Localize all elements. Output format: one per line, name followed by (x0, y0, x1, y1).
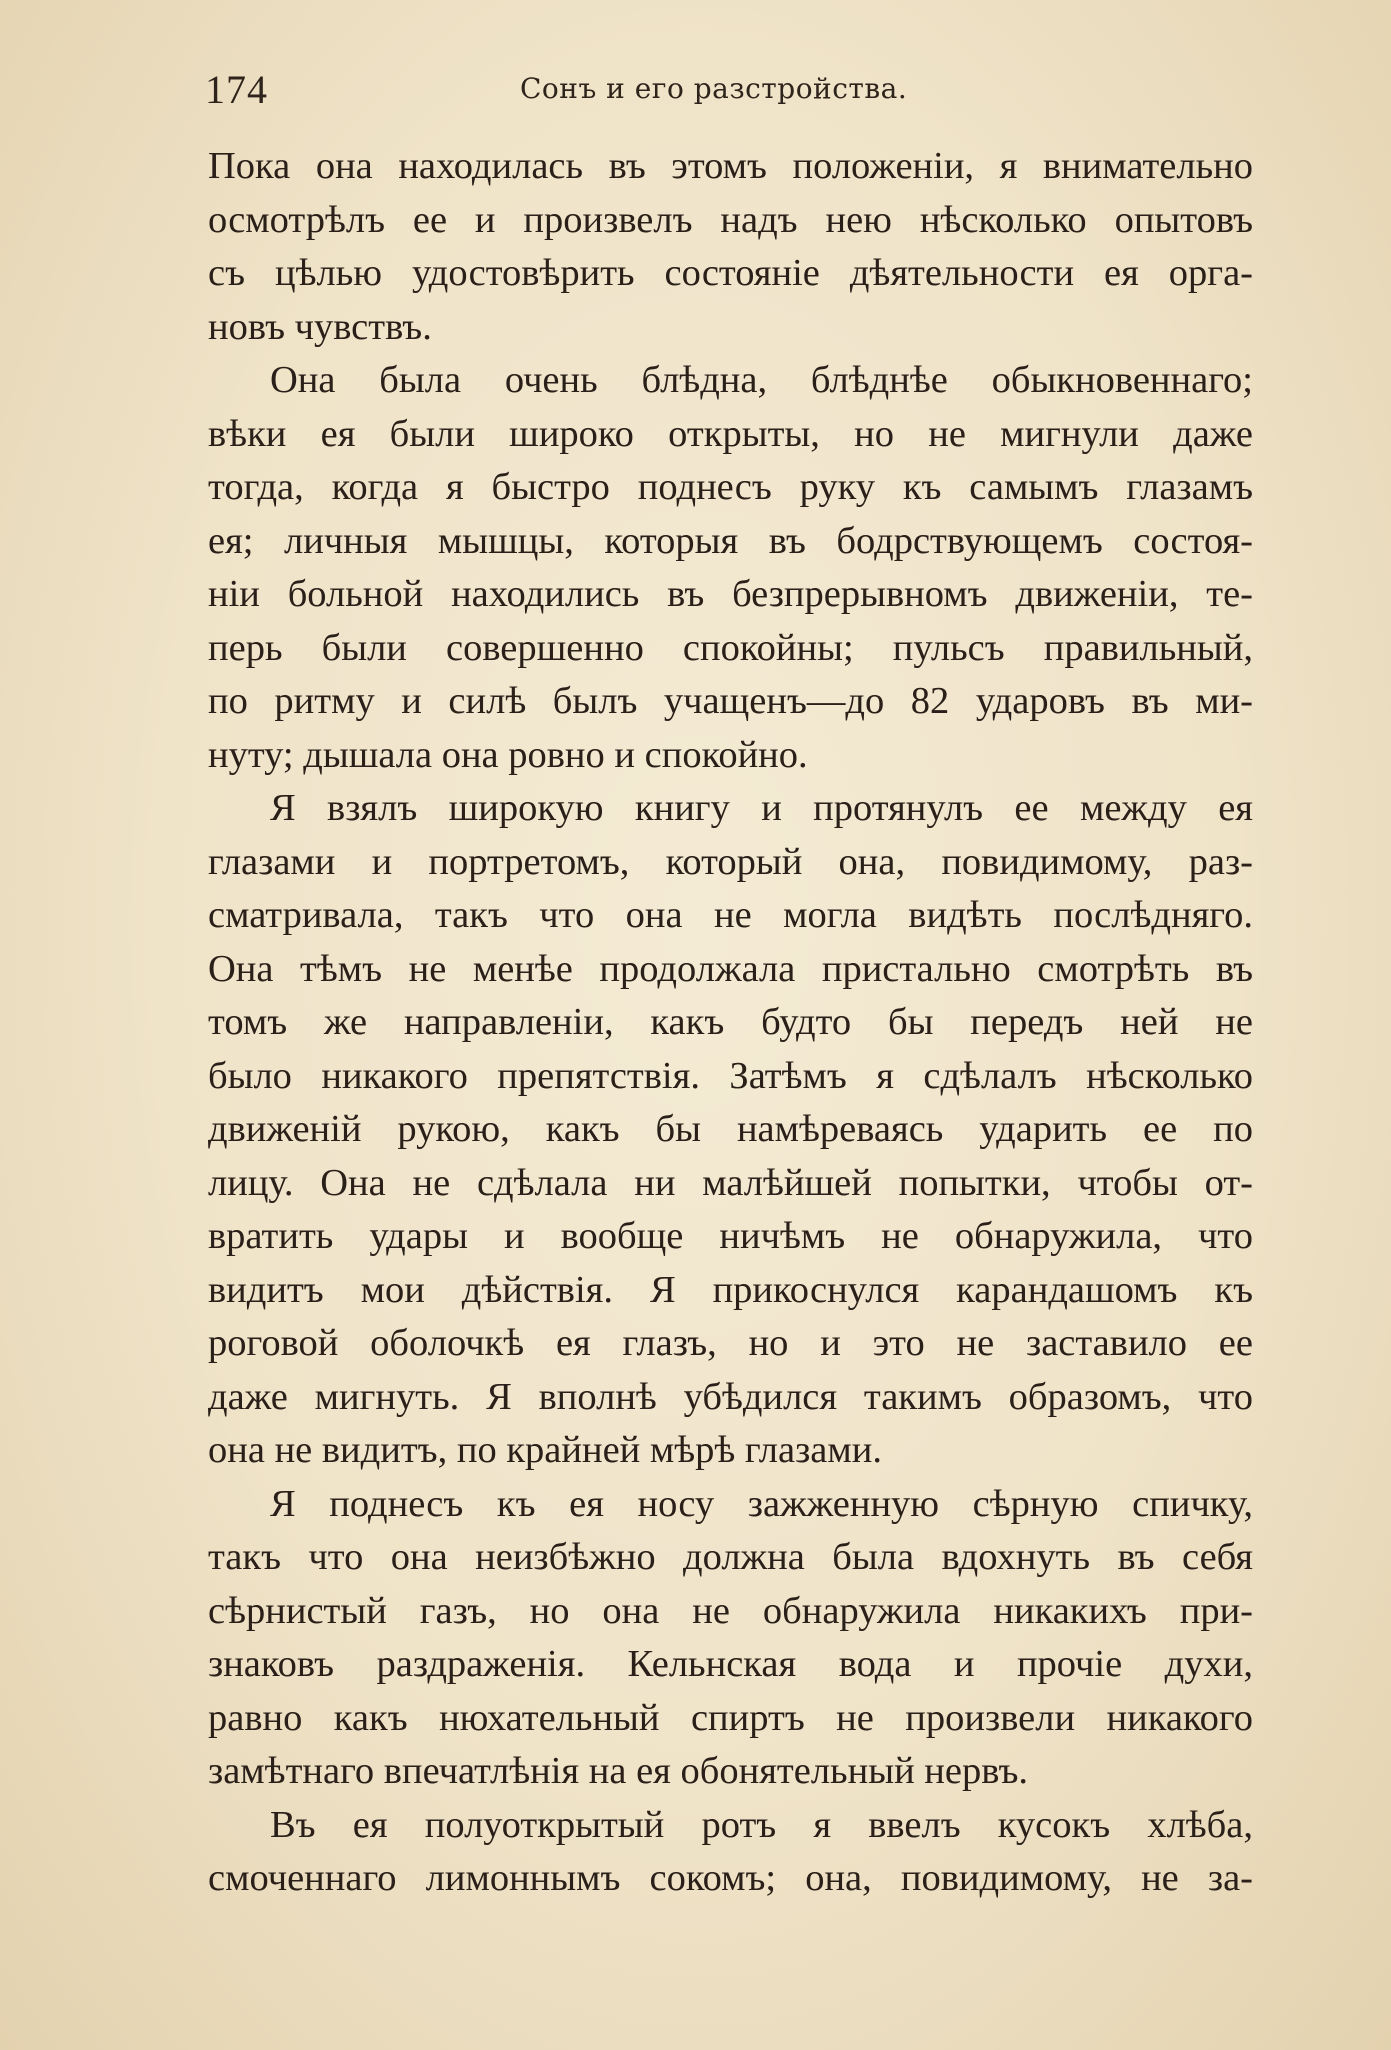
text-line: Я взялъ широкую книгу и протянулъ ее между ея (270, 787, 1253, 829)
text-line: перь были совершенно спокойны; пульсъ правильный, (208, 626, 1253, 669)
text-line: осмотрѣлъ ее и произвелъ надъ нею нѣсколько опытовъ (208, 198, 1253, 241)
text-line: видитъ мои дѣйствiя. Я прикоснулся карандашомъ къ (208, 1268, 1253, 1311)
text-line: равно какъ нюхательный спиртъ не произвели никакого (208, 1696, 1253, 1739)
text-line: вѣки ея были широко открыты, но не мигнули даже (208, 412, 1253, 455)
text-line: съ цѣлью удостовѣрить состоянiе дѣятельности ея орга- (208, 252, 1253, 294)
text-line: роговой оболочкѣ ея глазъ, но и это не заставило ее (208, 1322, 1253, 1364)
text-line: новъ чувствъ. (208, 305, 432, 348)
text-line: тогда, когда я быстро поднесъ руку къ самымъ глазамъ (208, 466, 1253, 508)
text-line: замѣтнаго впечатлѣнiя на ея обонятельный нервъ. (208, 1750, 1028, 1792)
text-line: по ритму и силѣ былъ учащенъ—до 82 ударовъ въ ми- (208, 680, 1253, 722)
text-line: Она тѣмъ не менѣе продолжала пристально смотрѣть въ (208, 947, 1253, 990)
text-line: лицу. Она не сдѣлала ни малѣйшей попытки, чтобы от- (208, 1161, 1253, 1204)
text-line: смоченнаго лимоннымъ сокомъ; она, повидимому, не за- (208, 1857, 1253, 1899)
text-line: Я поднесъ къ ея носу зажженную сѣрную спичку, (270, 1482, 1253, 1525)
text-line: такъ что она неизбѣжно должна была вдохнуть въ себя (208, 1536, 1253, 1578)
text-line: было никакого препятствiя. Затѣмъ я сдѣлалъ нѣсколько (208, 1054, 1253, 1097)
text-line: Пока она находилась въ этомъ положенiи, я внимательно (208, 145, 1253, 187)
text-line: даже мигнуть. Я вполнѣ убѣдился такимъ образомъ, что (208, 1375, 1253, 1418)
text-line: Она была очень блѣдна, блѣднѣе обыкновеннаго; (270, 359, 1253, 401)
text-line: сматривала, такъ что она не могла видѣть послѣдняго. (208, 894, 1253, 936)
text-line: сѣрнистый газъ, но она не обнаружила никакихъ при- (208, 1589, 1253, 1632)
page-number: 174 (205, 67, 268, 112)
text-line: ея; личныя мышцы, которыя въ бодрствующемъ состоя- (208, 519, 1253, 562)
page-header (205, 62, 1250, 122)
text-line: вратить удары и вообще ничѣмъ не обнаружила, что (208, 1215, 1253, 1257)
text-line: Въ ея полуоткрытый ротъ я ввелъ кусокъ хлѣба, (270, 1803, 1253, 1846)
text-line: нiи больной находились въ безпрерывномъ движенiи, те- (208, 573, 1253, 615)
text-line: томъ же направленiи, какъ будто бы передъ ней не (208, 1001, 1253, 1043)
text-line: глазами и портретомъ, который она, повидимому, раз- (208, 840, 1253, 883)
body-text (208, 140, 1253, 1906)
text-line: движенiй рукою, какъ бы намѣреваясь ударить ее по (208, 1108, 1253, 1150)
text-line: нуту; дышала она ровно и спокойно. (208, 733, 808, 776)
text-line: она не видитъ, по крайней мѣрѣ глазами. (208, 1429, 882, 1471)
text-line: знаковъ раздраженiя. Кельнская вода и прочiе духи, (208, 1643, 1253, 1685)
running-title: Сонъ и его разстройства. (520, 72, 908, 105)
